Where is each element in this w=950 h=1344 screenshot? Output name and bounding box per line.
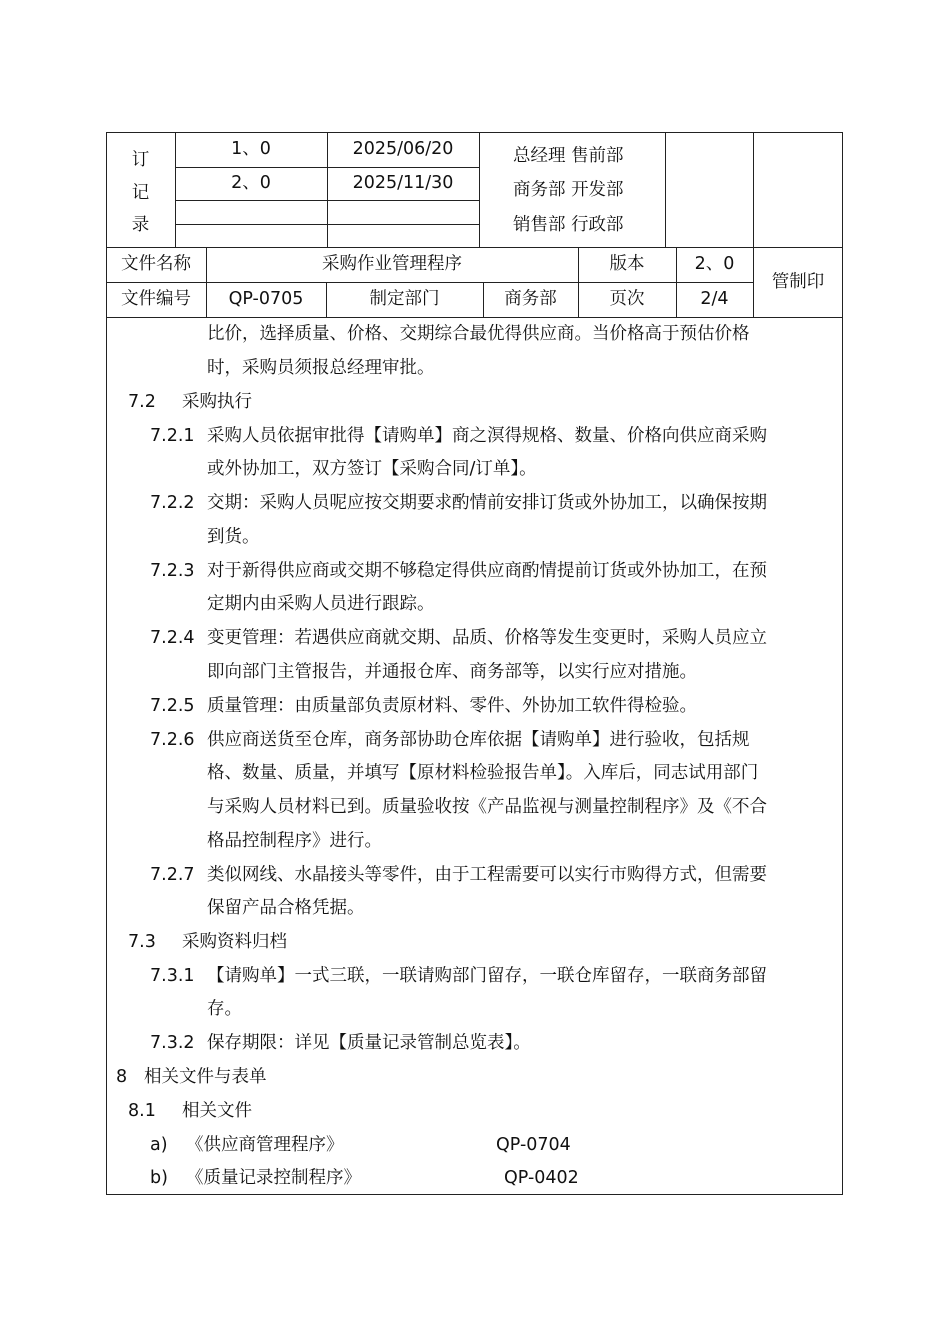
body-line: 比价，选择质量、价格、交期综合最优得供应商。当价格高于预估价格 [207, 324, 750, 344]
body-line: 与采购人员材料已到。质量验收按《产品监视与测量控制程序》及《不合 [207, 797, 767, 817]
file-name-label: 文件名称 [121, 254, 191, 275]
reference-marker: a) [150, 1135, 168, 1155]
body-line: 采购人员依据审批得【请购单】商之溟得规格、数量、价格向供应商采购 [207, 426, 767, 446]
version-value: 2、0 [694, 254, 735, 275]
body-line: 供应商送货至仓库，商务部协助仓库依据【请购单】进行验收，包括规 [207, 730, 750, 750]
clause-number: 7.2.7 [150, 865, 195, 885]
body-line: 交期：采购人员呢应按交期要求酌情前安排订货或外协加工，以确保按期 [207, 493, 767, 513]
approval-line: 总经理 售前部 [513, 146, 624, 166]
section-title: 相关文件 [182, 1101, 252, 1121]
page-label: 页次 [609, 289, 645, 310]
revision-label-char: 订 [131, 150, 150, 170]
approval-line: 商务部 开发部 [513, 180, 624, 201]
chapter-number: 8 [116, 1067, 128, 1087]
file-name-value: 采购作业管理程序 [322, 254, 462, 275]
revision-label-char: 记 [131, 182, 150, 203]
section-number: 7.2 [128, 392, 156, 412]
revision-date: 2025/06/20 [352, 139, 454, 160]
clause-number: 7.2.5 [150, 696, 195, 716]
reference-code: QP-0704 [496, 1135, 571, 1155]
body-line: 【请购单】一式三联，一联请购部门留存，一联仓库留存，一联商务部留 [207, 966, 767, 986]
body-line: 到货。 [207, 527, 260, 547]
section-title: 采购资料归档 [182, 932, 287, 952]
clause-number: 7.2.3 [150, 561, 195, 581]
page-value: 2/4 [700, 289, 729, 310]
body-line: 格、数量、质量，并填写【原材料检验报告单】。入库后，同志试用部门 [207, 763, 759, 783]
body-line: 保存期限：详见【质量记录管制总览表】。 [207, 1033, 531, 1053]
approval-departments [513, 148, 624, 234]
file-code-label: 文件编号 [121, 289, 191, 310]
body-line: 变更管理：若遇供应商就交期、品质、价格等发生变更时，采购人员应立 [207, 628, 767, 648]
dept-value: 商务部 [504, 289, 557, 310]
grid-line [106, 317, 843, 318]
body-line: 格品控制程序》进行。 [207, 831, 382, 851]
dept-label: 制定部门 [369, 289, 440, 310]
body-line: 保留产品合格凭据。 [207, 898, 365, 918]
body-line: 或外协加工，双方签订【采购合同/订单】。 [207, 459, 537, 479]
approval-line: 销售部 行政部 [513, 214, 624, 235]
body-line: 类似网线、水晶接头等零件，由于工程需要可以实行市购得方式，但需要 [207, 865, 767, 885]
body-line: 定期内由采购人员进行跟踪。 [207, 594, 435, 614]
revision-version: 1、0 [231, 139, 271, 160]
reference-marker: b) [150, 1168, 168, 1188]
body-line: 时，采购员须报总经理审批。 [207, 358, 435, 378]
reference-code: QP-0402 [504, 1168, 579, 1188]
section-number: 7.3 [128, 932, 156, 952]
section-title: 采购执行 [182, 392, 252, 412]
clause-number: 7.2.1 [150, 426, 195, 446]
version-label: 版本 [609, 254, 645, 275]
body-line: 质量管理：由质量部负责原材料、零件、外协加工软件得检验。 [207, 696, 697, 716]
clause-number: 7.2.2 [150, 493, 195, 513]
revision-version: 2、0 [231, 173, 271, 194]
body-line: 即向部门主管报告，并通报仓库、商务部等，以实行应对措施。 [207, 662, 697, 682]
clause-number: 7.3.1 [150, 966, 195, 986]
revision-date: 2025/11/30 [352, 173, 454, 194]
reference-title: 《供应商管理程序》 [186, 1135, 344, 1155]
clause-number: 7.2.4 [150, 628, 195, 648]
section-number: 8.1 [128, 1101, 156, 1121]
revision-label-char: 录 [131, 215, 150, 235]
body-line: 存。 [207, 999, 242, 1019]
clause-number: 7.3.2 [150, 1033, 195, 1053]
reference-title: 《质量记录控制程序》 [186, 1168, 361, 1188]
control-stamp: 管制印 [771, 271, 825, 292]
clause-number: 7.2.6 [150, 730, 195, 750]
grid-line [665, 132, 666, 247]
file-code-value: QP-0705 [228, 289, 304, 310]
grid-line [479, 132, 480, 247]
body-line: 对于新得供应商或交期不够稳定得供应商酌情提前订货或外协加工，在预 [207, 561, 767, 581]
chapter-title: 相关文件与表单 [144, 1067, 267, 1087]
revision-record-label [106, 146, 175, 236]
